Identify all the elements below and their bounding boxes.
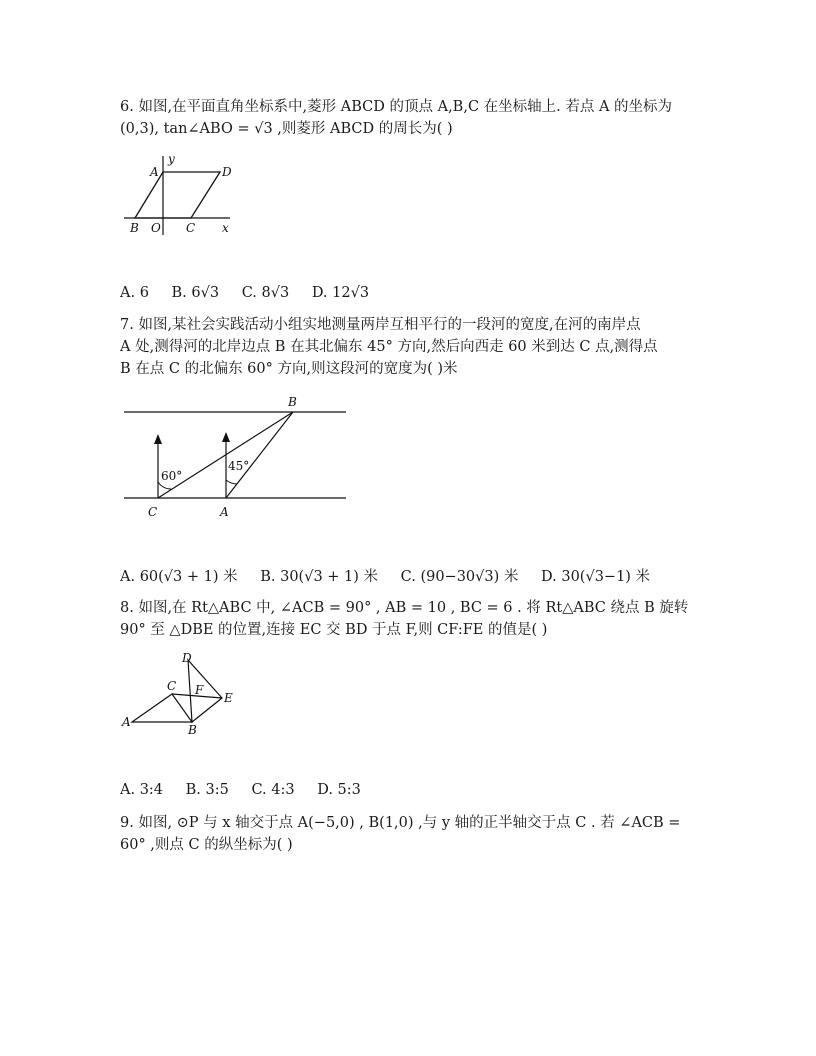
q7-option-a: A. 60(√3 + 1) 米 (120, 569, 238, 585)
q6-option-a: A. 6 (120, 285, 149, 301)
q6-label-B: B (130, 221, 139, 235)
q7-text-line2: A 处,测得河的北岸边点 B 在其北偏东 45° 方向,然后向西走 60 米到达 C 点,测得点 (120, 339, 658, 355)
q8-option-a: A. 3:4 (120, 782, 164, 798)
q8-label-E: E (224, 691, 233, 705)
q8-option-d: D. 5:3 (317, 782, 361, 798)
q6-text-line1: 6. 如图,在平面直角坐标系中,菱形 ABCD 的顶点 A,B,C 在坐标轴上. 若点 A 的坐标为 (120, 99, 673, 115)
q7-text-line3: B 在点 C 的北偏东 60° 方向,则这段河的宽度为( )米 (120, 361, 458, 377)
q8-label-A: A (122, 715, 131, 729)
q8-label-D: D (182, 651, 192, 665)
q8-label-F: F (195, 683, 204, 697)
q8-rotation-figure (118, 648, 248, 740)
q6-rhombus-figure (118, 150, 248, 240)
q6-label-C: C (186, 221, 196, 235)
q6-label-x: x (222, 221, 229, 235)
q6-label-A: A (150, 165, 159, 179)
q7-text-line1: 7. 如图,某社会实践活动小组实地测量两岸互相平行的一段河的宽度,在河的南岸点 (120, 317, 641, 333)
q9-text-line1: 9. 如图, ⊙P 与 x 轴交于点 A(−5,0) , B(1,0) ,与 y 轴的正半轴交于点 C . 若 ∠ACB = (120, 815, 681, 831)
q7-river-figure (118, 390, 358, 525)
q7-label-C: C (148, 505, 158, 519)
q8-text-line2: 90° 至 △DBE 的位置,连接 EC 交 BD 于点 F,则 CF:FE 的值是( ) (120, 622, 548, 638)
q6-label-D: D (222, 165, 232, 179)
q8-options (120, 782, 379, 798)
q6-option-b: B. 6√3 (171, 285, 220, 301)
q7-label-angle45: 45° (228, 459, 250, 473)
q7-option-b: B. 30(√3 + 1) 米 (260, 569, 379, 585)
q6-options (120, 285, 387, 301)
q6-text-line2: (0,3), tan∠ABO = √3 ,则菱形 ABCD 的周长为( ) (120, 121, 453, 137)
q9-text-line2: 60° ,则点 C 的纵坐标为( ) (120, 837, 293, 853)
q8-text-line1: 8. 如图,在 Rt△ABC 中, ∠ACB = 90° , AB = 10 , BC = 6 . 将 Rt△ABC 绕点 B 旋转 (120, 600, 689, 616)
q7-option-c: C. (90−30√3) 米 (400, 569, 519, 585)
q7-option-d: D. 30(√3−1) 米 (541, 569, 651, 585)
q8-option-c: C. 4:3 (251, 782, 295, 798)
q7-label-A: A (220, 505, 229, 519)
q6-label-y: y (168, 152, 175, 166)
q8-label-C: C (167, 679, 177, 693)
q7-label-B: B (288, 395, 297, 409)
q8-option-b: B. 3:5 (185, 782, 229, 798)
q8-label-B: B (188, 723, 197, 737)
q7-label-angle60: 60° (161, 469, 183, 483)
q6-option-c: C. 8√3 (241, 285, 290, 301)
q6-option-d: D. 12√3 (311, 285, 370, 301)
q6-label-O: O (151, 221, 161, 235)
q7-options (120, 565, 668, 586)
